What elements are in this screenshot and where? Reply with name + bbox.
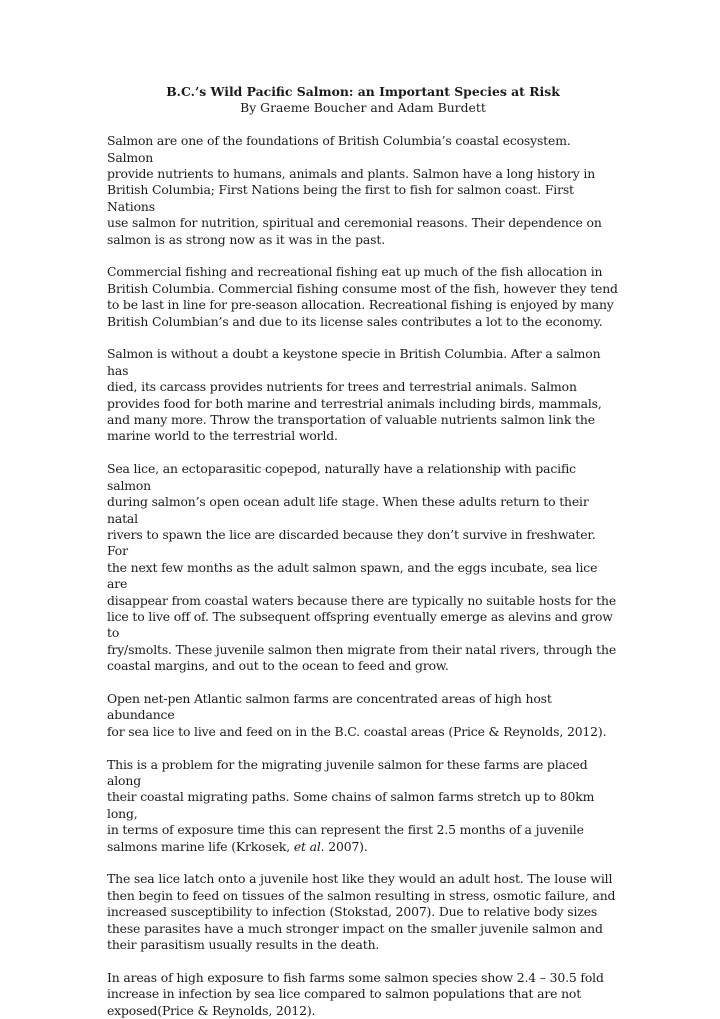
paragraph-migration-exposure — [107, 757, 619, 855]
paragraph-infection-rates: In areas of high exposure to fish farms some salmon species show 2.4 – 30.5 fold increase in infection by sea lice compared to salmon populations that are not exposed(Price & Reynolds, 2012). — [107, 969, 604, 1018]
paragraph-salmon-farms: Open net-pen Atlantic salmon farms are concentrated areas of high host abundance for sea lice to live and feed on in the B.C. coastal areas (Price & Reynolds, 2012). — [107, 690, 607, 739]
paragraph-migration-text: This is a problem for the migrating juvenile salmon for these farms are placed along their coastal migrating paths. Some chains of salmon farms stretch up to 80km long, in terms of exposure time this can represent the first 2.5 months of a juvenile salmons marine life (Krkosek, — [107, 756, 595, 854]
document-byline: By Graeme Boucher and Adam Burdett — [240, 100, 486, 116]
document-body — [107, 84, 619, 1019]
citation-et-al: et al — [293, 838, 321, 854]
paragraph-migration-citation-end: . 2007). — [320, 838, 368, 854]
paragraph-keystone-species: Salmon is without a doubt a keystone specie in British Columbia. After a salmon has died, its carcass provides nutrients for trees and terrestrial animals. Salmon provides food for both marine and terrestrial animals including birds, mammals, and many more. Throw the transportation of valuable nutrients salmon link the marine world to the terrestrial world. — [107, 346, 602, 444]
document-title: B.C.’s Wild Pacific Salmon: an Important Species at Risk — [166, 84, 560, 99]
paragraph-fishing-allocation: Commercial fishing and recreational fishing eat up much of the fish allocation in British Columbia. Commercial fishing consume most of the fish, however they tend to be last in line for pre-season allocation. Recreational fishing is enjoyed by many British Columbian’s and due to its license sales contributes a lot to the economy. — [107, 264, 618, 329]
paragraph-salmon-foundations: Salmon are one of the foundations of British Columbia’s coastal ecosystem. Salmon provide nutrients to humans, animals and plants. Salmon have a long history in British Columbia; First Nations being the first to fish for salmon coast. First Nations use salmon for nutrition, spiritual and ceremonial reasons. Their dependence on salmon is as strong now as it was in the past. — [107, 133, 602, 247]
paragraph-sea-lice-lifecycle: Sea lice, an ectoparasitic copepod, naturally have a relationship with pacific salmon during salmon’s open ocean adult life stage. When these adults return to their natal rivers to spawn the lice are discarded because they don’t survive in freshwater. For the next few months as the adult salmon spawn, and the eggs incubate, sea lice are disappear from coastal waters because there are typically no suitable hosts for the lice to live off of. The subsequent offspring eventually emerge as alevins and grow to fry/smolts. These juvenile salmon then migrate from their natal rivers, through the coastal margins, and out to the ocean to feed and grow. — [107, 461, 617, 674]
paragraph-lice-impact: The sea lice latch onto a juvenile host like they would an adult host. The louse will then begin to feed on tissues of the salmon resulting in stress, osmotic failure, and increased susceptibility to infection (Stokstad, 2007). Due to relative body sizes these parasites have a much stronger impact on the smaller juvenile salmon and their parasitism usually results in the death. — [107, 871, 616, 953]
